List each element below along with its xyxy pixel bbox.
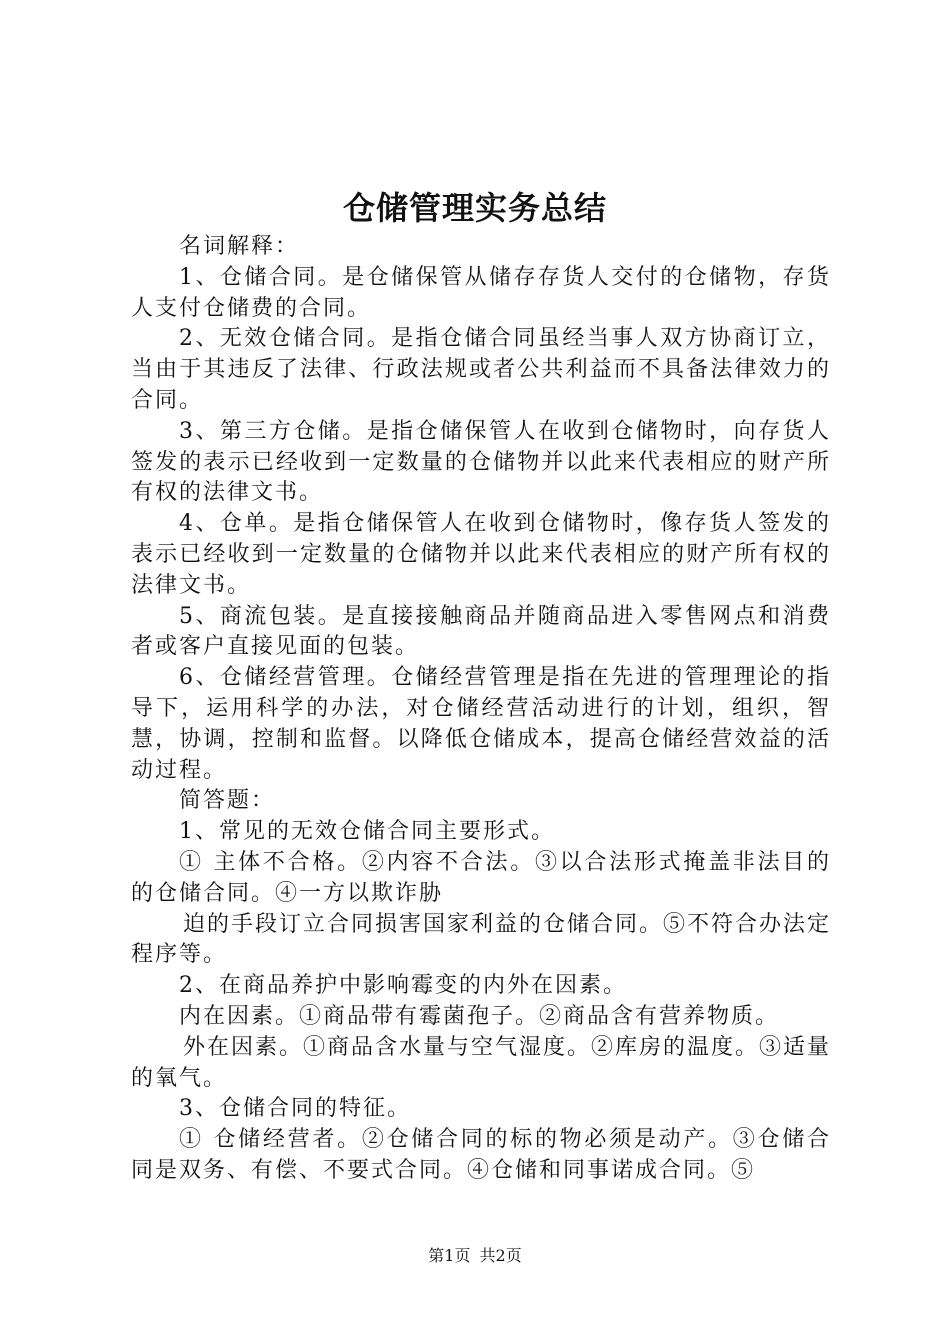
paragraph: 外在因素。①商品含水量与空气湿度。②库房的温度。③适量的氧气。 <box>131 1034 832 1091</box>
paragraph: 5、商流包装。是直接接触商品并随商品进入零售网点和消费者或客户直接见面的包装。 <box>131 603 831 660</box>
paragraph: 1、仓储合同。是仓储保管从储存存货人交付的仓储物，存货人支付仓储费的合同。 <box>131 264 831 321</box>
paragraph: 6、仓储经营管理。仓储经营管理是指在先进的管理理论的指导下，运用科学的办法，对仓储经营活动进行的计划，组织，智慧，协调，控制和监督。以降低仓储成本，提高仓储经营效益的活动过程。 <box>131 665 831 783</box>
section-heading-terms: 名词解释： <box>179 234 300 259</box>
paragraph: ① 仓储经营者。②仓储合同的标的物必须是动产。③仓储合同是双务、有偿、不要式合同。④仓储和同事诺成合同。⑤ <box>131 1127 831 1183</box>
section-heading-questions: 简答题： <box>179 788 276 814</box>
paragraph: 内在因素。①商品带有霉菌孢子。②商品含有营养物质。 <box>179 1003 780 1029</box>
paragraph: 2、无效仓储合同。是指仓储合同虽经当事人双方协商订立，当由于其违反了法律、行政法规或者公共利益而不具备法律效力的合同。 <box>131 326 831 413</box>
paragraph: 2、在商品养护中影响霉变的内外在因素。 <box>179 973 627 999</box>
paragraph: 3、第三方仓储。是指仓储保管人在收到仓储物时，向存货人签发的表示已经收到一定数量的仓储物并以此来代表相应的财产所有权的法律文书。 <box>131 418 831 506</box>
page-footer <box>0 1244 950 1268</box>
page-number: 第1页 <box>428 1246 471 1265</box>
paragraph: 3、仓储合同的特征。 <box>179 1096 411 1122</box>
document-body <box>131 232 831 1187</box>
paragraph: 迫的手段订立合同损害国家利益的仓储合同。⑤不符合办法定程序等。 <box>131 911 832 968</box>
document-title: 仓储管理实务总结 <box>342 189 607 227</box>
paragraph: 1、常见的无效仓储合同主要形式。 <box>179 819 555 845</box>
paragraph: 4、仓单。是指仓储保管人在收到仓储物时，像存货人签发的表示已经收到一定数量的仓储物并以此来代表相应的财产所有权的法律文书。 <box>131 511 831 598</box>
paragraph: ① 主体不合格。②内容不合法。③以合法形式掩盖非法目的的仓储合同。④一方以欺诈胁 <box>131 849 831 906</box>
page-total: 共2页 <box>479 1246 522 1265</box>
